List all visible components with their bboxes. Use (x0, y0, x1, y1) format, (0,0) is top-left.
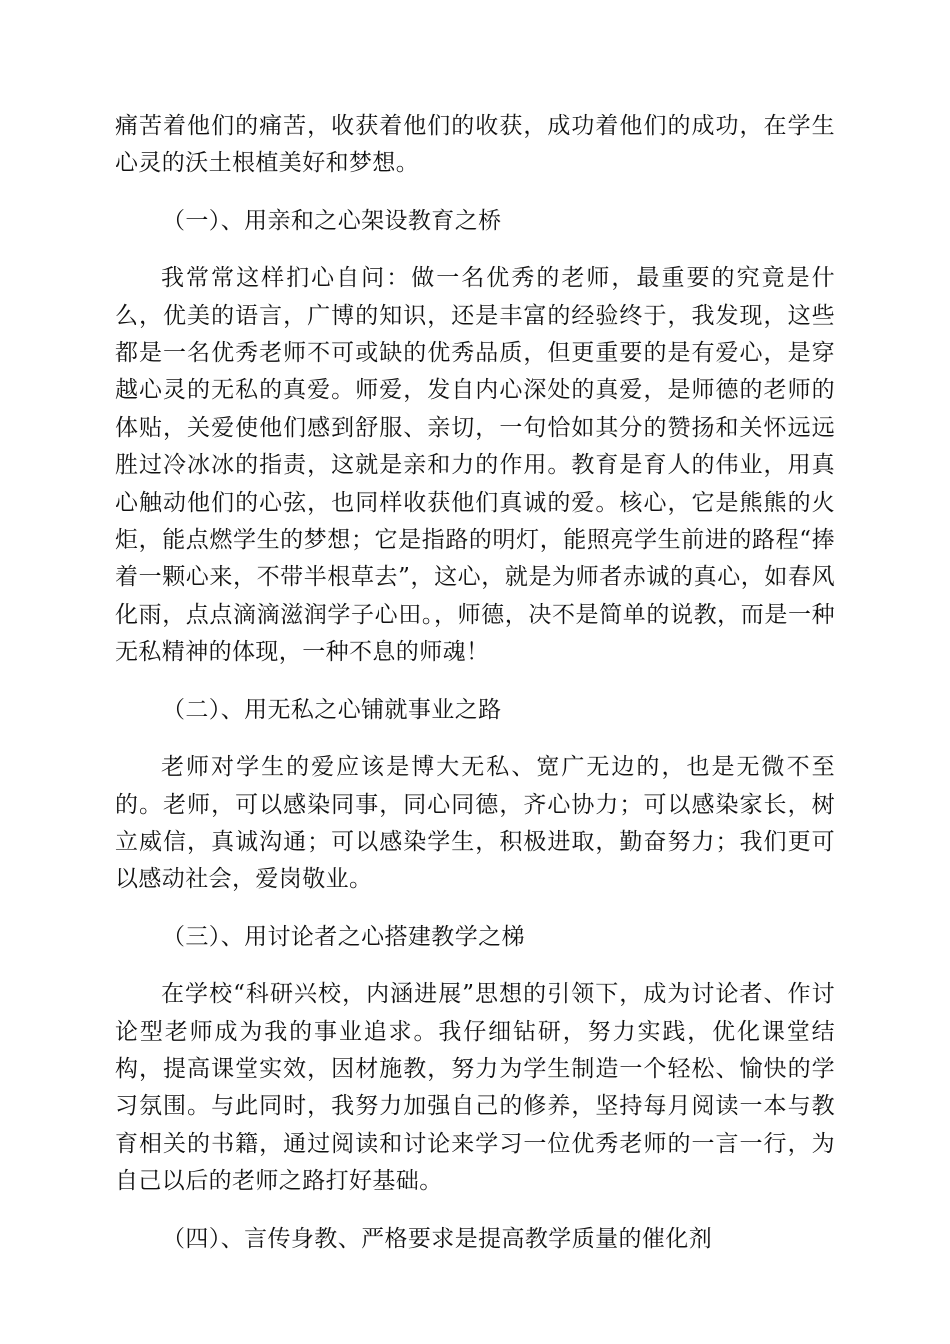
intro-paragraph: 痛苦着他们的痛苦，收获着他们的收获，成功着他们的成功，在学生心灵的沃土根植美好和梦想。 (115, 113, 835, 177)
section-3-heading: （三）、用讨论者之心搭建教学之梯 (162, 923, 525, 950)
section-4-heading: （四）、言传身教、严格要求是提高教学质量的催化剂 (162, 1225, 713, 1252)
section-2-body: 老师对学生的爱应该是博大无私、宽广无边的，也是无微不至的。老师，可以感染同事，同心同德，齐心协力；可以感染家长，树立威信，真诚沟通；可以感染学生，积极进取，勤奋努力；我们更可以感动社会，爱岗敬业。 (115, 754, 835, 893)
section-1-body: 我常常这样扪心自问：做一名优秀的老师，最重要的究竟是什么，优美的语言，广博的知识，还是丰富的经验终于，我发现，这些都是一名优秀老师不可或缺的优秀品质，但更重要的是有爱心，是穿越心灵的无私的真爱。师爱，发自内心深处的真爱，是师德的老师的体贴，关爱使他们感到舒服、亲切，一句恰如其分的赞扬和关怀远远胜过冷冰冰的指责，这就是亲和力的作用。教育是育人的伟业，用真心触动他们的心弦，也同样收获他们真诚的爱。核心，它是熊熊的火炬，能点燃学生的梦想；它是指路的明灯，能照亮学生前进的路程“捧着一颗心来，不带半根草去”，这心，就是为师者赤诚的真心，如春风化雨，点点滴滴滋润学子心田。，师德，决不是简单的说教，而是一种无私精神的体现，一种不息的师魂！ (115, 265, 835, 666)
section-3-body: 在学校“科研兴校，内涵进展”思想的引领下，成为讨论者、作讨论型老师成为我的事业追求。我仔细钻研，努力实践，优化课堂结构，提高课堂实效，因材施教，努力为学生制造一个轻松、愉快的学习氛围。与此同时，我努力加强自己的修养，坚持每月阅读一本与教育相关的书籍，通过阅读和讨论来学习一位优秀老师的一言一行，为自己以后的老师之路打好基础。 (115, 981, 835, 1195)
section-1-heading: （一）、用亲和之心架设教育之桥 (162, 207, 502, 234)
document-page (115, 108, 835, 1258)
section-2-heading: （二）、用无私之心铺就事业之路 (162, 696, 502, 723)
